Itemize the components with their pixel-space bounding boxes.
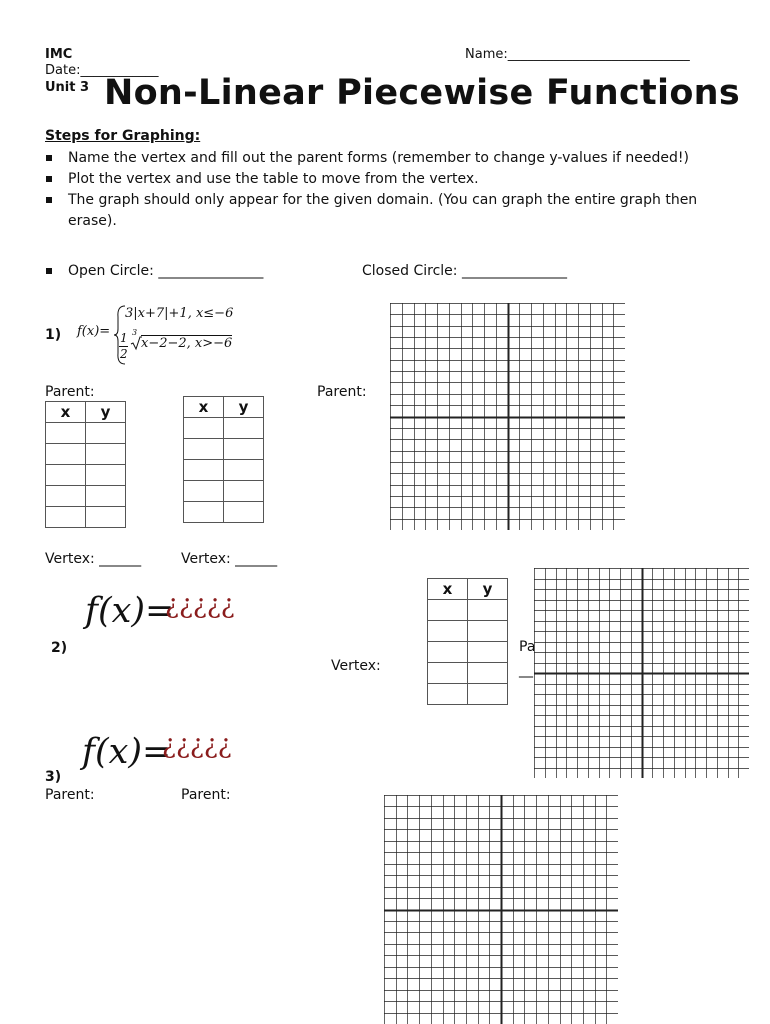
problem-1-piece-1: 3|x+7|+1, x≤−6 (125, 306, 234, 321)
problem-3-garbled-expression: ¿¿¿¿¿ (162, 730, 232, 760)
open-circle-field: Open Circle: _______________ (68, 263, 264, 279)
table-cell[interactable] (428, 663, 468, 684)
table-cell[interactable] (46, 486, 86, 507)
problem-3-parent-right: Parent: (181, 787, 231, 803)
table-cell[interactable] (468, 642, 508, 663)
table-cell[interactable] (46, 423, 86, 444)
table-cell[interactable] (468, 663, 508, 684)
problem-2-fx: f(x)= (85, 591, 175, 631)
xy-table-1a (45, 401, 126, 528)
course-label: IMC (45, 47, 73, 62)
table-cell[interactable] (224, 418, 264, 439)
table-cell[interactable] (86, 423, 126, 444)
table-cell[interactable] (184, 481, 224, 502)
step-item (45, 190, 725, 232)
name-field: Name:____________________________ (465, 47, 690, 62)
xy-table-2 (427, 578, 508, 705)
table-cell[interactable] (86, 486, 126, 507)
bullet-icon (46, 268, 52, 274)
table-cell[interactable] (224, 460, 264, 481)
table-cell[interactable] (428, 642, 468, 663)
parent-label-left: Parent: (45, 384, 95, 400)
table-cell[interactable] (184, 502, 224, 523)
table-cell[interactable] (468, 600, 508, 621)
table-cell[interactable] (184, 460, 224, 481)
vertex-field-right: Vertex: ______ (181, 551, 278, 567)
table-cell[interactable] (224, 481, 264, 502)
piece-2-coef-num: 1 (120, 331, 128, 345)
table-header-x: x (46, 402, 86, 423)
problem-2-number: 2) (51, 640, 68, 656)
table-cell[interactable] (86, 444, 126, 465)
piece-2-coef-den: 2 (120, 347, 128, 361)
unit-label: Unit 3 (45, 80, 90, 95)
table-header-y: y (86, 402, 126, 423)
table-cell[interactable] (46, 507, 86, 528)
step-text: The graph should only appear for the given domain. (You can graph the entire graph then erase). (68, 192, 698, 229)
table-cell[interactable] (224, 439, 264, 460)
problem-2-parent-label-cut: Pa (519, 639, 536, 655)
table-header-y: y (224, 397, 264, 418)
problem-1-fx: f(x)= (77, 324, 111, 339)
problem-1-number: 1) (45, 327, 62, 343)
closed-circle-field: Closed Circle: _______________ (362, 263, 567, 279)
step-item (45, 169, 725, 190)
table-cell[interactable] (468, 621, 508, 642)
table-cell[interactable] (468, 684, 508, 705)
problem-3-number: 3) (45, 769, 62, 785)
table-header-y: y (468, 579, 508, 600)
date-field: Date:____________ (45, 63, 159, 78)
steps-heading: Steps for Graphing: (45, 128, 201, 144)
coordinate-grid-3[interactable] (384, 795, 618, 1024)
step-text: Plot the vertex and use the table to move from the vertex. (68, 171, 479, 187)
table-header-x: x (184, 397, 224, 418)
step-item (45, 148, 725, 169)
step-text: Name the vertex and fill out the parent forms (remember to change y-values if needed!) (68, 150, 689, 166)
problem-2-parent-line-cut: __ (519, 662, 533, 678)
problem-3-parent-left: Parent: (45, 787, 95, 803)
table-header-x: x (428, 579, 468, 600)
steps-list (45, 148, 725, 232)
table-cell[interactable] (46, 465, 86, 486)
coordinate-grid-2[interactable] (534, 568, 749, 778)
problem-1-piece-2: x−2−2, x>−6 (141, 336, 233, 351)
parent-label-right: Parent: (317, 384, 367, 400)
table-cell[interactable] (428, 684, 468, 705)
problem-2-vertex-label: Vertex: (331, 658, 381, 674)
table-cell[interactable] (428, 621, 468, 642)
xy-table-1b (183, 396, 264, 523)
table-cell[interactable] (184, 439, 224, 460)
problem-2-garbled-expression: ¿¿¿¿¿ (165, 590, 235, 620)
table-cell[interactable] (46, 444, 86, 465)
table-cell[interactable] (86, 465, 126, 486)
coordinate-grid-1[interactable] (390, 303, 625, 530)
table-cell[interactable] (86, 507, 126, 528)
table-cell[interactable] (428, 600, 468, 621)
page-title: Non-Linear Piecewise Functions (104, 73, 741, 113)
vertex-field-left: Vertex: ______ (45, 551, 142, 567)
table-cell[interactable] (184, 418, 224, 439)
piece-2-root-index: 3 (132, 328, 138, 337)
problem-3-fx: f(x)= (82, 732, 172, 772)
table-cell[interactable] (224, 502, 264, 523)
